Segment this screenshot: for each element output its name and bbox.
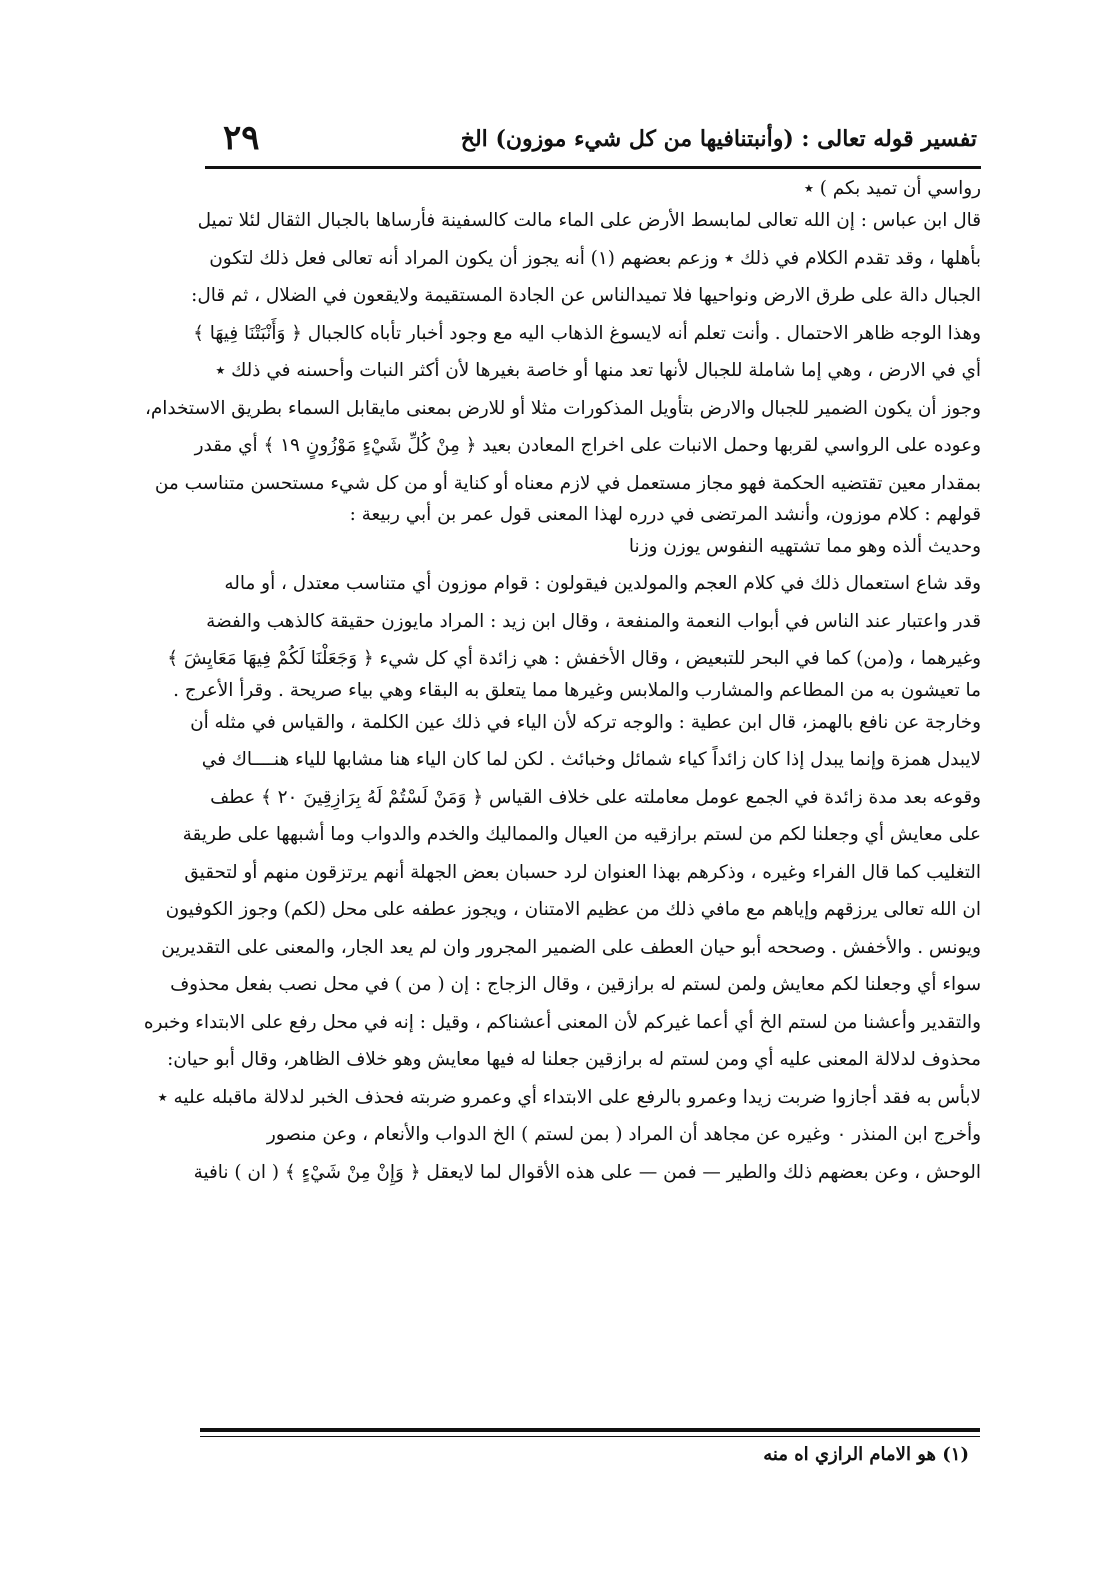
text-line: لايبدل همزة وإنما يبدل إذا كان زائداً كياء شمائل وخبائث . لكن لما كان الياء هنا مشابها للياء هنــــاك في (201, 749, 981, 770)
header-rule (205, 166, 981, 169)
page-number: ٢٩ (223, 118, 260, 158)
text-line: التغليب كما قال الفراء وغيره ، وذكرهم بهذا العنوان لرد حسبان بعض الجهلة أنهم يرتزقون منهم أو لتحقيق (184, 861, 981, 883)
text-line: وخارجة عن نافع بالهمز، قال ابن عطية : والوجه تركه لأن الياء في ذلك عين الكلمة ، والقياس في مثله أن (190, 711, 981, 733)
main-text (143, 176, 981, 1191)
text-line: وعوده على الرواسي لقربها وحمل الانبات على اخراج المعادن بعيد ﴿ مِنْ كُلِّ شَيْءٍ مَوْزُونٍ ١٩ ﴾ أي مقدر (194, 435, 981, 456)
text-line: وأخرج ابن المنذر ٠ وغيره عن مجاهد أن المراد ( بمن لستم ) الخ الدواب والأنعام ، وعن منصور (266, 1124, 981, 1145)
text-line: على معايش أي وجعلنا لكم من لستم برازقيه من العيال والمماليك والخدم والدواب وما أشبهها على طريقة (182, 824, 981, 845)
text-line: وغيرهما ، و(من) كما في البحر للتبعيض ، وقال الأخفش : هي زائدة أي كل شيء ﴿ وَجَعَلْنَا لَكُمْ فِيهَا مَعَايِشَ ﴾ (167, 648, 981, 669)
text-line: وجوز أن يكون الضمير للجبال والارض بتأويل المذكورات مثلا أو للارض بمعنى مايقابل السماء بطريق الاستخدام، (144, 397, 981, 419)
text-line: قولهم : كلام موزون، وأنشد المرتضى في درره لهذا المعنى قول عمر بن أبي ربيعة : (349, 504, 981, 525)
footnote-rule-thick (200, 1428, 980, 1432)
text-line: لابأس به فقد أجازوا ضربت زيدا وعمرو بالرفع على الابتداء أي وعمرو ضربته فحذف الخبر لدلالة ماقبله عليه ٭ (157, 1086, 981, 1108)
footnote: (١) هو الامام الرازي اه منه (763, 1444, 969, 1465)
text-line: رواسي أن تميد بكم ) ٭ (803, 178, 981, 199)
footnote-rule-thin (200, 1436, 980, 1437)
text-line: بمقدار معين تقتضيه الحكمة فهو مجاز مستعمل في لازم معناه أو كناية أو من كل شيء مستحسن متناسب من (154, 472, 981, 494)
text-line: والتقدير وأعشنا من لستم الخ أي أعما غيركم لأن المعنى أعشناكم ، وقيل : إنه في محل رفع على الابتداء وخبره (143, 1011, 981, 1033)
text-line: قدر واعتبار عند الناس في أبواب النعمة والمنفعة ، وقال ابن زيد : المراد مايوزن حقيقة كالذهب والفضة (206, 610, 981, 632)
poetry-verse: وحديث ألذه وهو مما تشتهيه النفوس يوزن وزنا (628, 536, 981, 557)
text-line: الجبال دالة على طرق الارض ونواحيها فلا تميدالناس عن الجادة المستقيمة ولايقعون في الضلال ، ثم قال: (191, 285, 981, 306)
text-line: سواء أي وجعلنا لكم معايش ولمن لستم له برازقين ، وقال الزجاج : إن ( من ) في محل نصب بفعل محذوف (170, 974, 981, 995)
text-line: وقوعه بعد مدة زائدة في الجمع عومل معاملته على خلاف القياس ﴿ وَمَنْ لَسْتُمْ لَهُ بِرَازِقِينَ ٢٠ ﴾ عطف (210, 786, 981, 808)
text-line: الوحش ، وعن بعضهم ذلك والطير — فمن — على هذه الأقوال لما لايعقل ﴿ وَإِنْ مِنْ شَيْءٍ ﴾ ( ان ) نافية (193, 1161, 981, 1183)
text-line: محذوف لدلالة المعنى عليه أي ومن لستم له برازقين جعلنا له فيها معايش وهو خلاف الظاهر، وقال أبو حيان: (167, 1049, 981, 1070)
text-line: ما تعيشون به من المطاعم والمشارب والملابس وغيرها مما يتعلق به البقاء وهي بياء صريحة . وقرأ الأعرج . (173, 679, 981, 701)
text-line: ان الله تعالى يرزقهم وإياهم مع مافي ذلك من عظيم الامتنان ، ويجوز عطفه على محل (لكم) وجوز الكوفيون (165, 899, 981, 920)
running-title: تفسير قوله تعالى : (وأنبتنافيها من كل شيء موزون) الخ (460, 126, 977, 152)
text-line: ويونس . والأخفش . وصححه أبو حيان العطف على الضمير المجرور وان لم يعد الجار، والمعنى على التقديرين (161, 936, 981, 958)
text-line: قال ابن عباس : إن الله تعالى لمابسط الأرض على الماء مالت كالسفينة فأرساها بالجبال الثقال لئلا تميل (197, 210, 981, 231)
text-line: أي في الارض ، وهي إما شاملة للجبال لأنها تعد منها أو خاصة بغيرها لأن أكثر النبات وأحسنه في ذلك ٭ (215, 360, 981, 381)
text-line: بأهلها ، وقد تقدم الكلام في ذلك ٭ وزعم بعضهم (١) أنه يجوز أن يكون المراد أنه تعالى فعل ذلك لتكون (209, 247, 981, 269)
page-header (205, 118, 981, 166)
text-line: وهذا الوجه ظاهر الاحتمال . وأنت تعلم أنه لايسوغ الذهاب اليه مع وجود أخبار تأباه كالجبال ﴿ وَأَنْبَتْنَا فِيهَا ﴾ (193, 322, 981, 344)
text-line: وقد شاع استعمال ذلك في كلام العجم والمولدين فيقولون : قوام موزون أي متناسب معتدل ، أو ماله (224, 573, 981, 594)
